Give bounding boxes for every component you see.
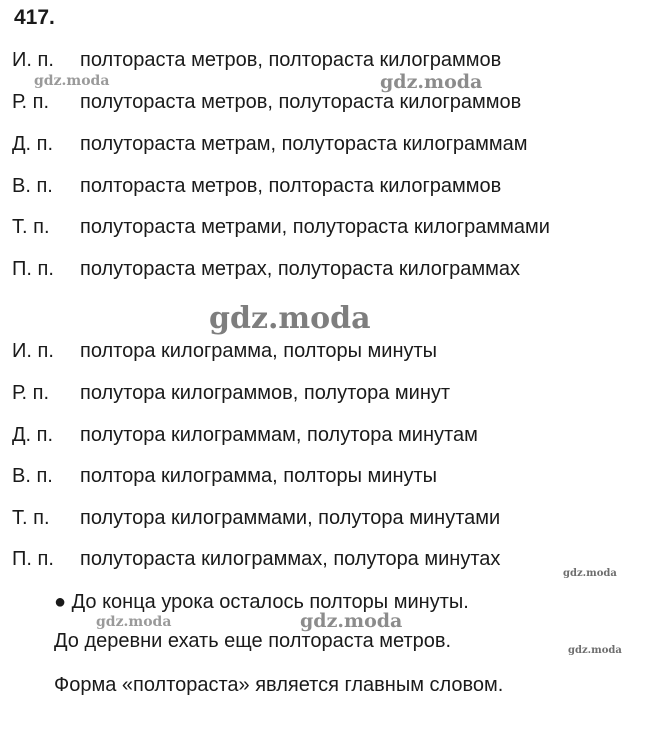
declension-text: полутораста килограммах, полутора минутах xyxy=(80,548,501,570)
declension-text: полтора килограмма, полторы минуты xyxy=(80,340,438,362)
declension-row xyxy=(12,133,528,156)
declension-row xyxy=(12,507,500,530)
watermark: gdz.moda xyxy=(563,568,617,579)
case-label: Р. п. xyxy=(12,382,50,404)
case-label: В. п. xyxy=(12,175,53,197)
declension-text: полутора килограммам, полутора минутам xyxy=(80,424,478,446)
declension-text: полутораста метров, полутораста килограммов xyxy=(80,91,522,113)
declension-text: полтораста метров, полтораста килограммов xyxy=(80,49,502,71)
case-label: И. п. xyxy=(12,49,54,71)
example-sentence: До деревни ехать еще полтораста метров. xyxy=(54,630,452,652)
declension-text: полутораста метрами, полутораста килограммами xyxy=(80,216,550,238)
case-label: Т. п. xyxy=(12,507,50,529)
conclusion-sentence: Форма «полтораста» является главным словом. xyxy=(54,674,504,696)
case-label: П. п. xyxy=(12,548,54,570)
watermark: gdz.moda xyxy=(209,301,371,336)
declension-row xyxy=(12,175,501,198)
declension-row xyxy=(12,216,550,239)
watermark: gdz.moda xyxy=(96,614,172,630)
case-label: Д. п. xyxy=(12,133,54,155)
exercise-number: 417. xyxy=(14,6,55,29)
declension-text: полутораста метрах, полутораста килограммах xyxy=(80,258,521,280)
declension-row xyxy=(12,91,521,114)
declension-text: полтора килограмма, полторы минуты xyxy=(80,465,438,487)
case-label: Д. п. xyxy=(12,424,54,446)
watermark: gdz.moda xyxy=(300,610,403,632)
watermark: gdz.moda xyxy=(34,73,110,89)
declension-text: полутора килограммами, полутора минутами xyxy=(80,507,501,529)
case-label: Р. п. xyxy=(12,91,50,113)
declension-text: полтораста метров, полтораста килограммов xyxy=(80,175,502,197)
declension-row xyxy=(12,424,478,447)
watermark: gdz.moda xyxy=(380,71,483,93)
case-label: И. п. xyxy=(12,340,54,362)
declension-row xyxy=(12,465,437,488)
declension-row xyxy=(12,49,501,72)
declension-text: полутораста метрам, полутораста килограммам xyxy=(80,133,528,155)
declension-row xyxy=(12,340,437,363)
case-label: Т. п. xyxy=(12,216,50,238)
declension-row xyxy=(12,548,500,571)
declension-row xyxy=(12,258,520,281)
case-label: В. п. xyxy=(12,465,53,487)
case-label: П. п. xyxy=(12,258,54,280)
example-sentence: ● До конца урока осталось полторы минуты. xyxy=(54,591,469,613)
watermark: gdz.moda xyxy=(568,645,622,656)
declension-row xyxy=(12,382,450,405)
declension-text: полутора килограммов, полутора минут xyxy=(80,382,451,404)
